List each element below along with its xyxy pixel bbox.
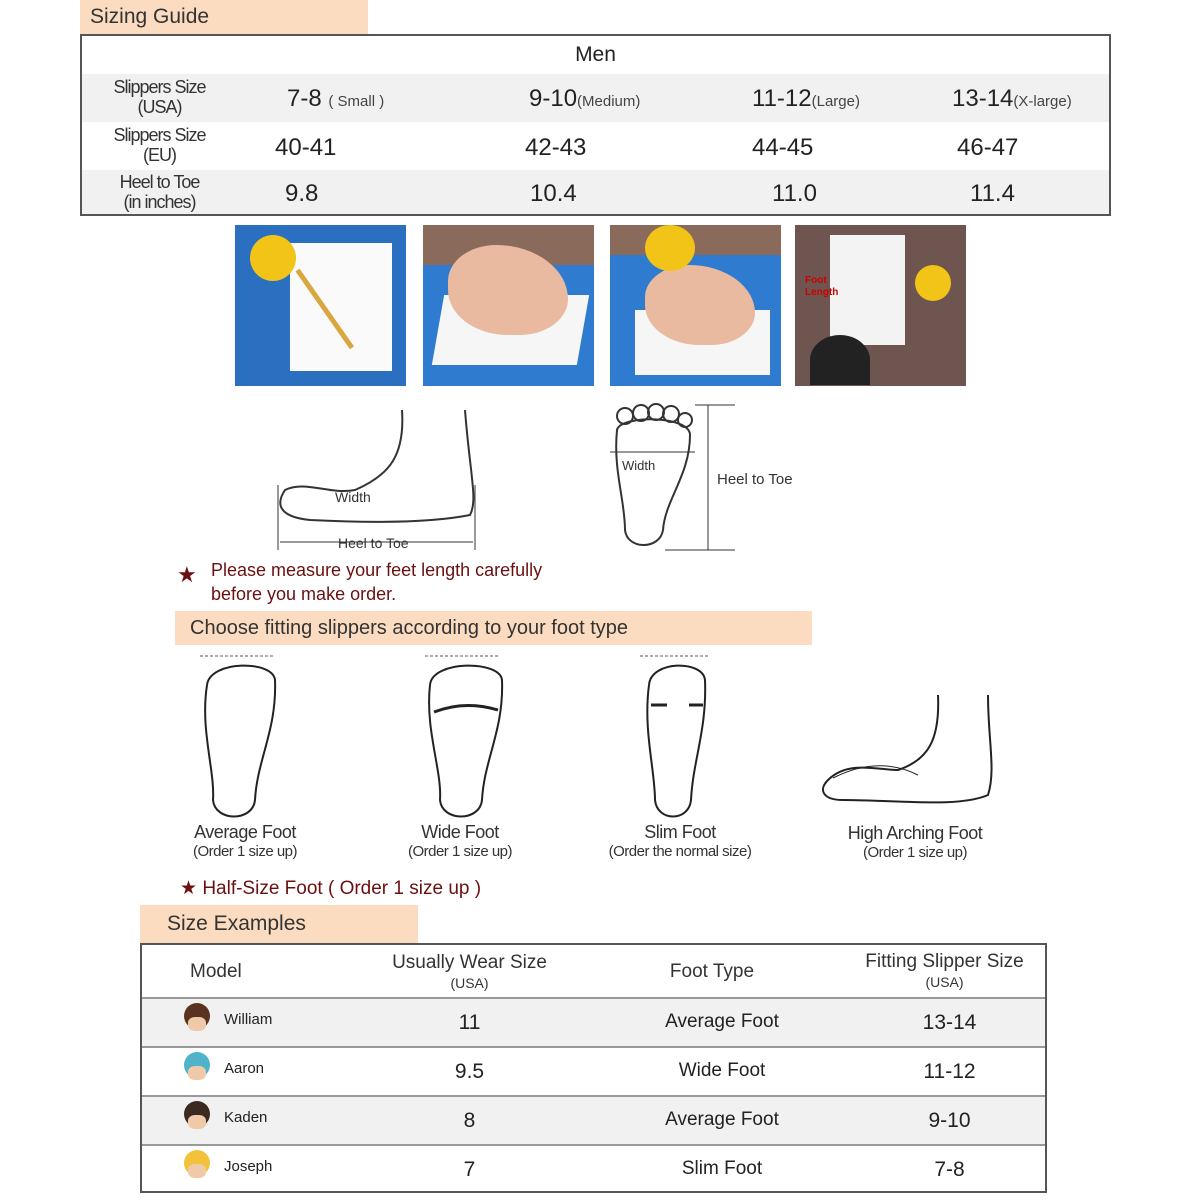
side-foot-diagram [270,405,485,555]
row-label-sub: (USA) [137,97,182,117]
model-name: Kaden [224,1109,268,1126]
row-label: Heel to Toe [119,172,200,192]
foot-type-average: Average Foot (Order 1 size up) [192,822,298,860]
star-icon: ★ [180,878,203,899]
fitting-size: 13-14 [922,1011,977,1034]
photo-tracing-foot [610,225,781,386]
table-row [142,997,1045,1046]
foot-type: Average Foot [665,1011,779,1032]
slim-foot-icon [635,650,720,820]
usa-size-xlarge: 13-14(X-large) [952,85,1072,112]
size-examples-banner: Size Examples [140,905,418,943]
avatar [182,1052,212,1092]
fitting-size: 9-10 [928,1109,971,1132]
wear-size: 11 [458,1011,481,1034]
eu-size: 46-47 [957,134,1019,161]
header-fitting-size: Fitting Slipper Size (USA) [865,951,1024,990]
foot-type-high-arch: High Arching Foot (Order 1 size up) [847,823,983,861]
heel-toe-value: 10.4 [530,180,577,207]
foot-length-label: Foot Length [805,275,839,298]
header-wear-size: Usually Wear Size (USA) [392,952,547,991]
table-header [142,945,1045,997]
header-foot-type: Foot Type [669,961,755,982]
row-label: Slippers Size [113,125,206,145]
foot-type-slim: Slim Foot (Order the normal size) [608,822,752,860]
heel-toe-value: 11.0 [772,180,817,207]
avatar [182,1150,212,1190]
top-foot-diagram [605,400,815,555]
measure-note: Please measure your feet length carefully before you make order. [211,560,543,604]
gender-header: Men [575,43,616,66]
eu-row [82,122,1109,170]
row-label-sub: (EU) [143,145,176,165]
foot-type-banner: Choose fitting slippers according to your foot type [175,611,812,645]
wear-size: 9.5 [454,1060,485,1083]
wear-size: 8 [463,1109,476,1132]
heel-to-toe-label: Heel to Toe [717,471,793,488]
size-examples-table [140,943,1047,1193]
average-foot-icon [195,650,285,820]
model-name: Joseph [224,1158,273,1175]
sizing-table [80,34,1111,216]
heel-to-toe-label: Heel to Toe [338,535,409,551]
table-row [142,1046,1045,1095]
heel-toe-value: 11.4 [970,180,1015,207]
eu-size: 42-43 [525,134,587,161]
foot-type-wide: Wide Foot (Order 1 size up) [407,822,513,860]
sizing-guide-banner: Sizing Guide [80,0,368,34]
foot-type: Slim Foot [681,1158,763,1179]
star-icon: ★ [177,562,197,587]
fitting-size: 11-12 [923,1060,976,1083]
photo-paper-pencil [235,225,406,386]
eu-size: 44-45 [752,134,814,161]
row-label-sub: (in inches) [123,192,196,212]
usa-size-small: 7-8 ( Small ) [287,85,385,112]
model-name: William [224,1011,273,1028]
fitting-size: 7-8 [934,1158,965,1181]
avatar [182,1101,212,1141]
heel-toe-row [82,170,1109,214]
foot-type: Wide Foot [678,1060,766,1081]
wide-foot-icon [420,650,510,820]
usa-row [82,74,1109,122]
row-label: Slippers Size [113,77,206,97]
foot-type: Average Foot [665,1109,779,1130]
table-row [142,1095,1045,1144]
model-name: Aaron [224,1060,265,1077]
avatar [182,1003,212,1043]
heel-toe-value: 9.8 [285,180,319,207]
usa-size-large: 11-12(Large) [752,85,860,112]
photo-foot-on-paper [423,225,594,386]
usa-size-medium: 9-10(Medium) [529,85,641,112]
eu-size: 40-41 [275,134,337,161]
header-model: Model [190,961,242,982]
wear-size: 7 [463,1158,476,1181]
photo-foot-length [795,225,966,386]
width-label: Width [335,489,371,505]
half-size-note: ★ Half-Size Foot ( Order 1 size up ) [180,878,482,899]
width-label: Width [622,458,656,473]
table-row [142,1144,1045,1193]
high-arching-foot-icon [818,690,998,815]
